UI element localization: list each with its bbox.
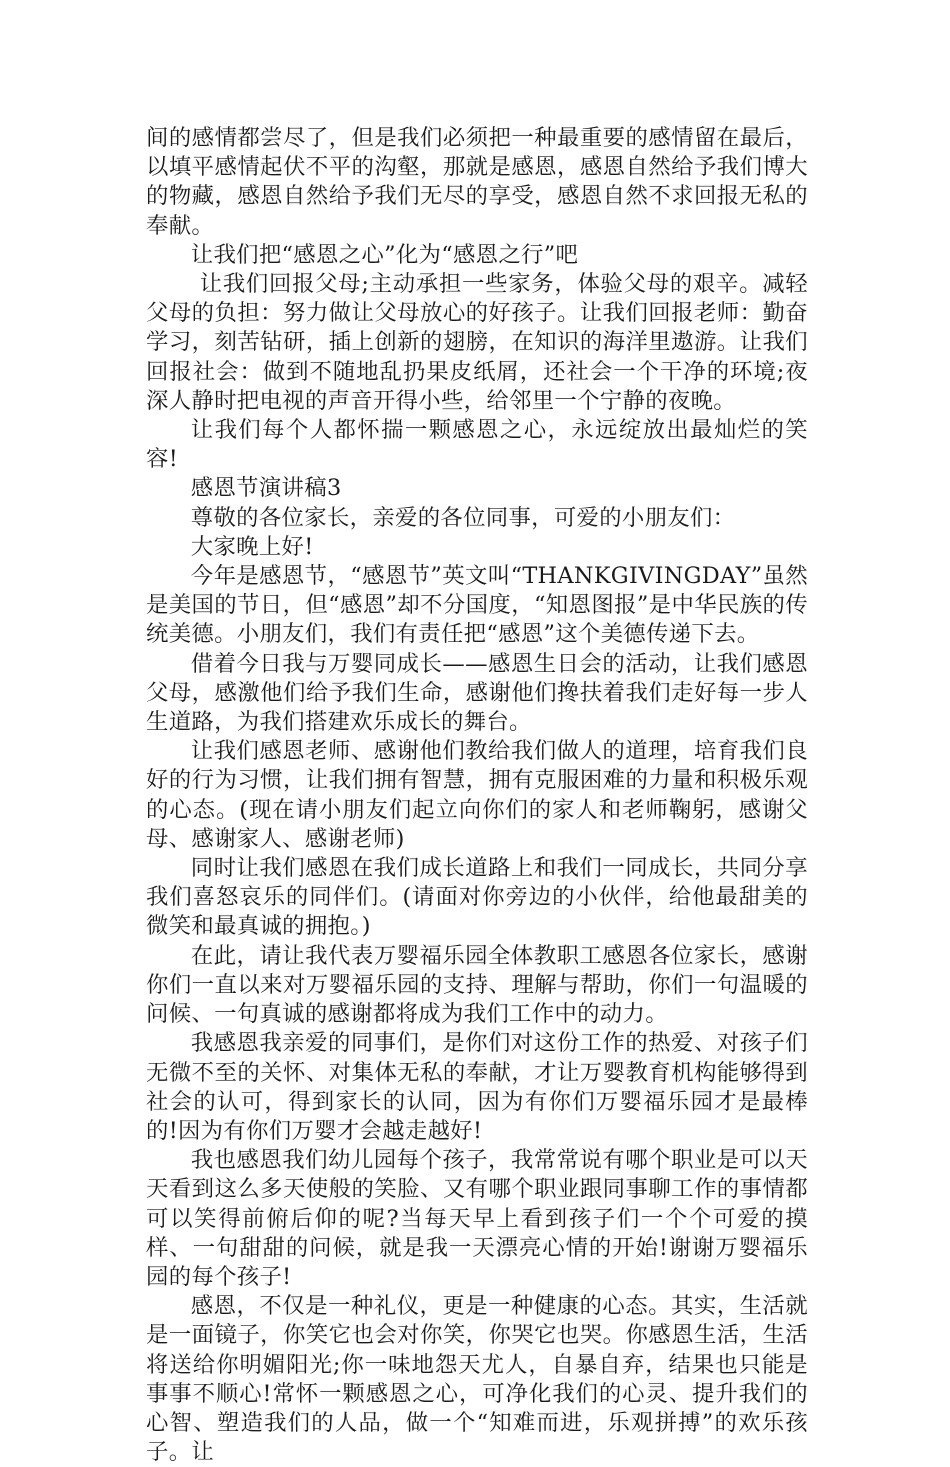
paragraph: 让我们感恩老师、感谢他们教给我们做人的道理，培育我们良好的行为习惯，让我们拥有智慧，拥有克服困难的力量和积极乐观的心态。(现在请小朋友们起立向你们的家人和老师鞠躬，感谢父母、感谢家人、感谢老师) [146,738,808,852]
paragraph: 让我们每个人都怀揣一颗感恩之心，永远绽放出最灿烂的笑容! [146,417,808,473]
section-heading: 感恩节演讲稿3 [190,475,342,502]
paragraph: 让我们回报父母;主动承担一些家务，体验父母的艰辛。减轻父母的负担：努力做让父母放心的好孩子。让我们回报老师：勤奋学习，刻苦钻研，插上创新的翅膀，在知识的海洋里遨游。让我们回报社会：做到不随地乱扔果皮纸屑，还社会一个干净的环境;夜深人静时把电视的声音开得小些，给邻里一个宁静的夜晚。 [146,271,808,414]
paragraph: 我也感恩我们幼儿园每个孩子，我常常说有哪个职业是可以天天看到这么多天使般的笑脸、又有哪个职业跟同事聊工作的事情都可以笑得前俯后仰的呢?当每天早上看到孩子们一个个可爱的摸样、一句甜甜的问候，就是我一天漂亮心情的开始!谢谢万婴福乐园的每个孩子! [146,1147,808,1290]
paragraph: 同时让我们感恩在我们成长道路上和我们一同成长，共同分享我们喜怒哀乐的同伴们。(请面对你旁边的小伙伴，给他最甜美的微笑和最真诚的拥抱。) [146,855,808,940]
paragraph: 让我们把“感恩之心”化为“感恩之行”吧 [190,241,579,268]
paragraph: 感恩，不仅是一种礼仪，更是一种健康的心态。其实，生活就是一面镜子，你笑它也会对你笑，你哭它也哭。你感恩生活，生活将送给你明媚阳光;你一味地怨天尤人，自暴自弃，结果也只能是事事不顺心!常怀一颗感恩之心，可净化我们的心灵、提升我们的心智、塑造我们的人品，做一个“知难而进，乐观拼搏”的欢乐孩子。让 [146,1293,808,1466]
salutation: 尊敬的各位家长，亲爱的各位同事，可爱的小朋友们： [190,504,736,531]
paragraph: 在此，请让我代表万婴福乐园全体教职工感恩各位家长，感谢你们一直以来对万婴福乐园的支持、理解与帮助，你们一句温暖的问候、一句真诚的感谢都将成为我们工作中的动力。 [146,942,808,1028]
greeting: 大家晚上好! [190,533,314,560]
paragraph: 间的感情都尝尽了，但是我们必须把一种最重要的感情留在最后，以填平感情起伏不平的沟壑，那就是感恩，感恩自然给予我们博大的物藏，感恩自然给予我们无尽的享受，感恩自然不求回报无私的奉献。 [146,125,808,239]
document-body [146,124,808,1467]
paragraph: 今年是感恩节，“感恩节”英文叫“THANKGIVINGDAY”虽然是美国的节日，但“感恩”却不分国度，“知恩图报”是中华民族的传统美德。小朋友们，我们有责任把“感恩”这个美德传递下去。 [146,563,808,648]
paragraph: 我感恩我亲爱的同事们，是你们对这份工作的热爱、对孩子们无微不至的关怀、对集体无私的奉献，才让万婴教育机构能够得到社会的认可，得到家长的认同，因为有你们万婴福乐园才是最棒的!因为有你们万婴才会越走越好! [146,1030,808,1144]
paragraph: 借着今日我与万婴同成长——感恩生日会的活动，让我们感恩父母，感激他们给予我们生命，感谢他们搀扶着我们走好每一步人生道路，为我们搭建欢乐成长的舞台。 [146,650,808,736]
